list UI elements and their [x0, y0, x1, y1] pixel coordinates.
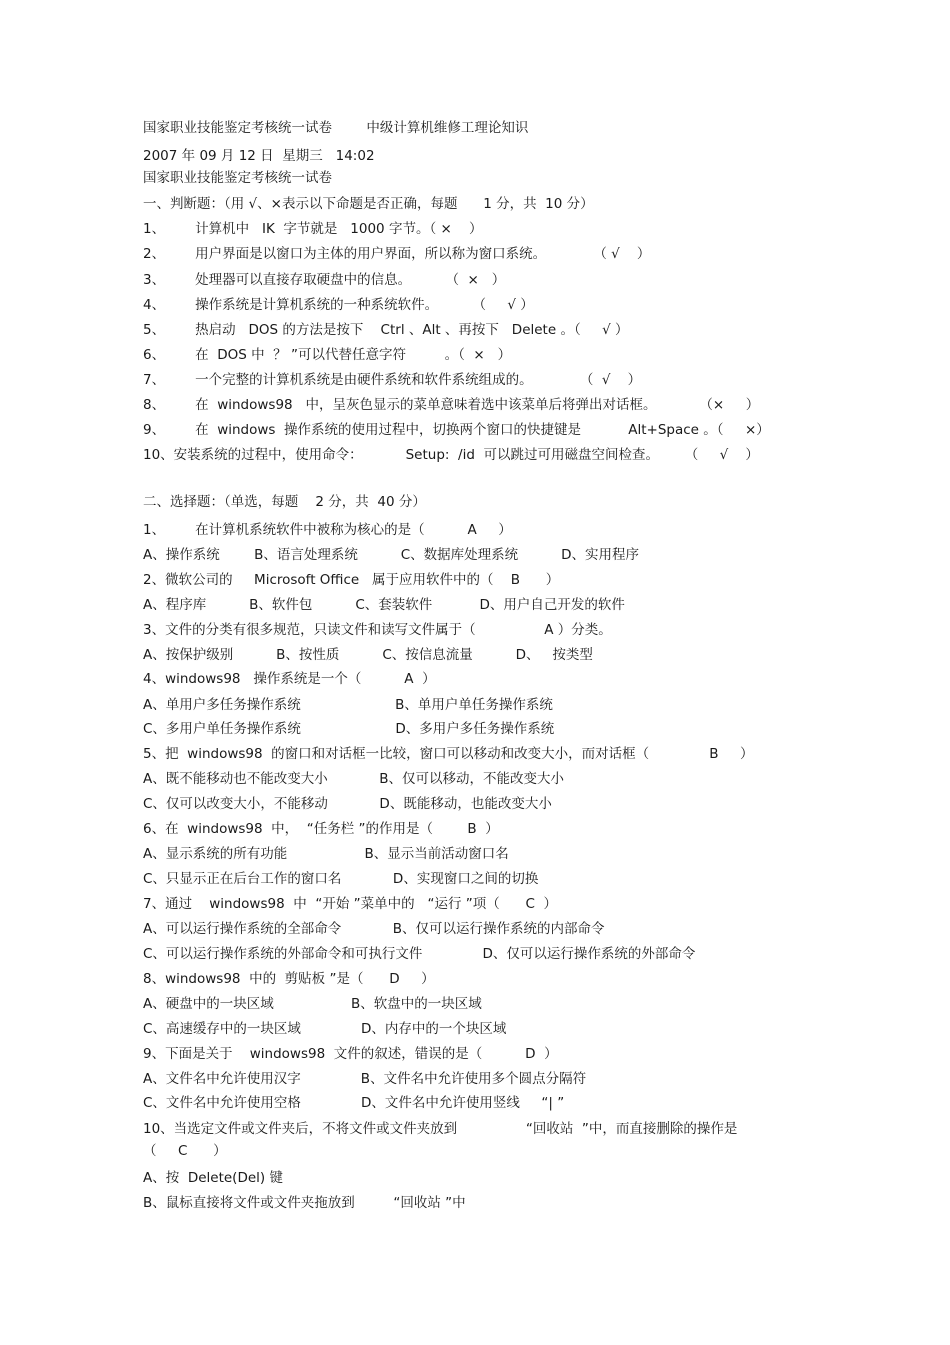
mc-options-9-ab: A、文件名中允许使用汉字 B、文件名中允许使用多个圆点分隔符 [143, 1071, 587, 1087]
section-choice-heading: 二、选择题：（单选，每题 2 分，共 40 分） [143, 494, 426, 510]
mc-question-4: 4、windows98 操作系统是一个（ A ） [143, 671, 436, 687]
mc-options-6-cd: C、只显示正在后台工作的窗口名 D、实现窗口之间的切换 [143, 871, 539, 887]
mc-option-10-a: A、按 Delete(Del) 键 [143, 1170, 283, 1186]
tf-question-2: 2、 用户界面是以窗口为主体的用户界面，所以称为窗口系统。 （ √ ） [143, 246, 651, 262]
tf-question-7: 7、 一个完整的计算机系统是由硬件系统和软件系统组成的。 （ √ ） [143, 372, 642, 388]
mc-options-2: A、程序库 B、软件包 C、套装软件 D、用户自己开发的软件 [143, 597, 625, 613]
mc-options-8-cd: C、高速缓存中的一块区域 D、内存中的一个块区域 [143, 1021, 507, 1037]
tf-question-8: 8、 在 windows98 中，呈灰色显示的菜单意味着选中该菜单后将弹出对话框。 （× ） [143, 397, 760, 413]
mc-options-9-cd: C、文件名中允许使用空格 D、文件名中允许使用竖线 “| ” [143, 1095, 565, 1111]
mc-options-5-cd: C、仅可以改变大小，不能移动 D、既能移动，也能改变大小 [143, 796, 552, 812]
mc-question-9: 9、下面是关于 windows98 文件的叙述，错误的是（ D ） [143, 1046, 558, 1062]
mc-question-7: 7、通过 windows98 中 “开始 ”菜单中的 “运行 ”项（ C ） [143, 896, 558, 912]
mc-question-5: 5、把 windows98 的窗口和对话框一比较，窗口可以移动和改变大小，而对话框（ B ） [143, 746, 754, 762]
tf-question-9: 9、 在 windows 操作系统的使用过程中，切换两个窗口的快捷键是 Alt+Space 。（ ×） [143, 422, 770, 438]
mc-options-3: A、按保护级别 B、按性质 C、按信息流量 D、 按类型 [143, 647, 593, 663]
section-true-false-heading: 一、判断题：（用 √、×表示以下命题是否正确，每题 1 分，共 10 分） [143, 196, 594, 212]
mc-question-2: 2、微软公司的 Microsoft Office 属于应用软件中的（ B ） [143, 572, 560, 588]
mc-options-7-cd: C、可以运行操作系统的外部命令和可执行文件 D、仅可以运行操作系统的外部命令 [143, 946, 696, 962]
exam-title: 国家职业技能鉴定考核统一试卷 [143, 170, 332, 186]
exam-header: 国家职业技能鉴定考核统一试卷 中级计算机维修工理论知识 [143, 120, 529, 136]
mc-question-3: 3、文件的分类有很多规范，只读文件和读写文件属于（ A ）分类。 [143, 622, 612, 638]
mc-option-10-b: B、鼠标直接将文件或文件夹拖放到 “回收站 ”中 [143, 1195, 466, 1211]
tf-question-10: 10、安装系统的过程中，使用命令： Setup: /id 可以跳过可用磁盘空间检查。 （ √ ） [143, 447, 759, 463]
tf-question-6: 6、 在 DOS 中 ？ ”可以代替任意字符 。（ × ） [143, 347, 512, 363]
mc-options-4-ab: A、单用户多任务操作系统 B、单用户单任务操作系统 [143, 697, 553, 713]
mc-options-7-ab: A、可以运行操作系统的全部命令 B、仅可以运行操作系统的内部命令 [143, 921, 605, 937]
tf-question-3: 3、 处理器可以直接存取硬盘中的信息。 （ × ） [143, 272, 506, 288]
mc-options-4-cd: C、多用户单任务操作系统 D、多用户多任务操作系统 [143, 721, 555, 737]
tf-question-5: 5、 热启动 DOS 的方法是按下 Ctrl 、Alt 、再按下 Delete 。（ √ ） [143, 322, 629, 338]
mc-options-6-ab: A、显示系统的所有功能 B、显示当前活动窗口名 [143, 846, 509, 862]
exam-datetime: 2007 年 09 月 12 日 星期三 14:02 [143, 148, 375, 164]
mc-question-1: 1、 在计算机系统软件中被称为核心的是（ A ） [143, 522, 512, 538]
tf-question-1: 1、 计算机中 IK 字节就是 1000 字节。（ × ） [143, 221, 483, 237]
mc-options-5-ab: A、既不能移动也不能改变大小 B、仅可以移动，不能改变大小 [143, 771, 564, 787]
mc-options-1: A、操作系统 B、语言处理系统 C、数据库处理系统 D、实用程序 [143, 547, 639, 563]
mc-question-6: 6、在 windows98 中， “任务栏 ”的作用是（ B ） [143, 821, 499, 837]
mc-question-10: 10、当选定文件或文件夹后，不将文件或文件夹放到 “回收站 ”中，而直接删除的操作是 [143, 1121, 738, 1137]
tf-question-4: 4、 操作系统是计算机系统的一种系统软件。 （ √ ） [143, 297, 534, 313]
mc-options-8-ab: A、硬盘中的一块区域 B、软盘中的一块区域 [143, 996, 482, 1012]
mc-question-8: 8、windows98 中的 剪贴板 ”是（ D ） [143, 971, 435, 987]
mc-question-10-answer: （ C ） [143, 1143, 227, 1159]
